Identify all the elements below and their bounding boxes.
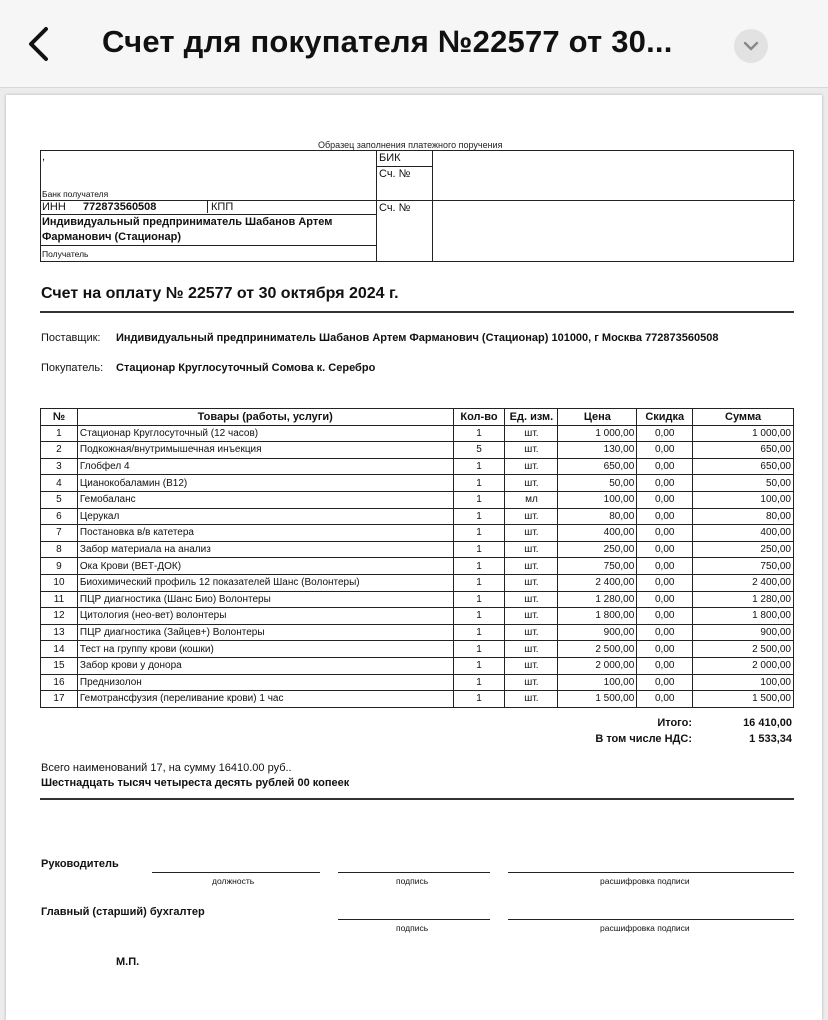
item-price: 50,00 [558,475,637,492]
item-sum: 900,00 [693,624,794,641]
col-header-num: № [41,409,78,426]
table-row [41,525,794,542]
item-discount: 0,00 [637,624,693,641]
chevron-down-icon [742,40,760,52]
row-num: 2 [41,442,78,459]
item-name: Стационар Круглосуточный (12 часов) [77,425,453,442]
item-price: 80,00 [558,508,637,525]
item-price: 750,00 [558,558,637,575]
col-header-qty: Кол-во [453,409,505,426]
row-num: 14 [41,641,78,658]
row-num: 4 [41,475,78,492]
item-qty: 1 [453,541,505,558]
item-qty: 5 [453,442,505,459]
item-qty: 1 [453,425,505,442]
item-sum: 750,00 [693,558,794,575]
supplier-value: Индивидуальный предприниматель Шабанов Артем Фарманович (Стационар) 101000, г Москва 772873560508 [116,332,719,344]
item-name: ПЦР диагностика (Зайцев+) Волонтеры [77,624,453,641]
item-sum: 1 800,00 [693,608,794,625]
item-qty: 1 [453,491,505,508]
table-row [41,442,794,459]
inn-label: ИНН [42,201,66,213]
row-num: 10 [41,574,78,591]
table-row [41,574,794,591]
row-num: 13 [41,624,78,641]
item-unit: шт. [505,574,558,591]
item-price: 650,00 [558,458,637,475]
back-button[interactable] [22,24,58,64]
item-name: Церукал [77,508,453,525]
item-price: 100,00 [558,674,637,691]
item-discount: 0,00 [637,508,693,525]
item-name: Глобфел 4 [77,458,453,475]
table-row [41,674,794,691]
item-price: 1 000,00 [558,425,637,442]
item-qty: 1 [453,525,505,542]
col-header-unit: Ед. изм. [505,409,558,426]
chevron-left-icon [22,24,58,64]
row-num: 6 [41,508,78,525]
table-row [41,458,794,475]
vat-value: 1 533,34 [749,733,792,745]
vat-label: В том числе НДС: [595,733,692,745]
item-discount: 0,00 [637,442,693,459]
item-discount: 0,00 [637,458,693,475]
item-unit: шт. [505,442,558,459]
recipient-label: Получатель [42,249,89,259]
row-num: 16 [41,674,78,691]
item-name: Цитология (нео-вет) волонтеры [77,608,453,625]
navigation-bar [0,0,828,88]
item-name: Биохимический профиль 12 показателей Шанс (Волонтеры) [77,574,453,591]
item-discount: 0,00 [637,608,693,625]
item-unit: шт. [505,657,558,674]
item-discount: 0,00 [637,475,693,492]
title-menu-button[interactable] [734,29,768,63]
item-unit: шт. [505,674,558,691]
item-qty: 1 [453,608,505,625]
divider [40,311,794,313]
row-num: 1 [41,425,78,442]
bank-name-placeholder: , [42,151,46,163]
item-discount: 0,00 [637,491,693,508]
item-sum: 1 500,00 [693,691,794,708]
row-num: 3 [41,458,78,475]
item-unit: шт. [505,558,558,575]
item-discount: 0,00 [637,591,693,608]
item-price: 1 500,00 [558,691,637,708]
item-unit: шт. [505,475,558,492]
decode-caption: расшифровка подписи [600,876,690,886]
item-price: 250,00 [558,541,637,558]
item-sum: 50,00 [693,475,794,492]
item-unit: шт. [505,641,558,658]
table-row [41,491,794,508]
bank-details-box [40,150,794,262]
row-num: 12 [41,608,78,625]
table-row [41,624,794,641]
item-price: 900,00 [558,624,637,641]
item-name: Подкожная/внутримышечная инъекция [77,442,453,459]
row-num: 9 [41,558,78,575]
item-discount: 0,00 [637,425,693,442]
item-unit: шт. [505,608,558,625]
item-qty: 1 [453,657,505,674]
item-sum: 100,00 [693,491,794,508]
kpp-label: КПП [211,201,234,213]
bik-label: БИК [379,152,401,164]
item-sum: 650,00 [693,458,794,475]
item-sum: 1 000,00 [693,425,794,442]
row-num: 7 [41,525,78,542]
recipient-name-line1: Индивидуальный предприниматель Шабанов Артем [42,216,333,228]
item-qty: 1 [453,458,505,475]
item-name: Ока Крови (ВЕТ-ДОК) [77,558,453,575]
sign-caption: подпись [396,876,429,886]
accountant-decode-line [508,919,794,920]
table-row [41,508,794,525]
head-label: Руководитель [41,858,119,870]
item-qty: 1 [453,475,505,492]
table-row [41,608,794,625]
item-name: Забор материала на анализ [77,541,453,558]
item-qty: 1 [453,674,505,691]
stamp-place: М.П. [116,956,140,968]
item-discount: 0,00 [637,558,693,575]
item-name: Забор крови у донора [77,657,453,674]
col-header-sum: Сумма [693,409,794,426]
position-line [152,872,320,873]
table-row [41,591,794,608]
invoice-title: Счет на оплату № 22577 от 30 октября 2024 г. [41,285,399,302]
col-header-price: Цена [558,409,637,426]
row-num: 15 [41,657,78,674]
row-num: 8 [41,541,78,558]
table-row [41,691,794,708]
table-header-row [41,409,794,426]
table-row [41,425,794,442]
item-price: 2 500,00 [558,641,637,658]
total-label: Итого: [657,717,692,729]
item-name: Гемобаланс [77,491,453,508]
table-row [41,558,794,575]
recipient-account-label: Сч. № [379,202,411,214]
item-price: 1 280,00 [558,591,637,608]
item-sum: 2 500,00 [693,641,794,658]
items-table [40,408,794,708]
sign-caption-2: подпись [396,923,429,933]
item-qty: 1 [453,508,505,525]
table-row [41,475,794,492]
row-num: 5 [41,491,78,508]
table-row [41,657,794,674]
item-price: 1 800,00 [558,608,637,625]
item-price: 130,00 [558,442,637,459]
item-sum: 2 400,00 [693,574,794,591]
item-discount: 0,00 [637,525,693,542]
item-name: Цианокобаламин (B12) [77,475,453,492]
item-name: ПЦР диагностика (Шанс Био) Волонтеры [77,591,453,608]
item-name: Тест на группу крови (кошки) [77,641,453,658]
account-label: Сч. № [379,168,411,180]
item-qty: 1 [453,558,505,575]
divider [40,798,794,800]
row-num: 11 [41,591,78,608]
item-qty: 1 [453,591,505,608]
item-price: 2 400,00 [558,574,637,591]
item-sum: 80,00 [693,508,794,525]
item-unit: шт. [505,691,558,708]
item-name: Постановка в/в катетера [77,525,453,542]
item-unit: шт. [505,541,558,558]
item-unit: шт. [505,591,558,608]
recipient-name-line2: Фарманович (Стационар) [42,231,182,243]
item-discount: 0,00 [637,574,693,591]
item-qty: 1 [453,691,505,708]
buyer-value: Стационар Круглосуточный Сомова к. Серебро [116,362,376,374]
accountant-label: Главный (старший) бухгалтер [41,906,205,918]
row-num: 17 [41,691,78,708]
col-header-discount: Скидка [637,409,693,426]
payment-sample-caption: Образец заполнения платежного поручения [318,140,503,150]
col-header-goods: Товары (работы, услуги) [77,409,453,426]
item-discount: 0,00 [637,641,693,658]
item-qty: 1 [453,641,505,658]
item-unit: шт. [505,425,558,442]
item-unit: шт. [505,624,558,641]
item-qty: 1 [453,624,505,641]
supplier-line [41,332,718,344]
item-discount: 0,00 [637,691,693,708]
item-price: 400,00 [558,525,637,542]
item-unit: шт. [505,525,558,542]
decode-caption-2: расшифровка подписи [600,923,690,933]
total-value: 16 410,00 [743,717,792,729]
position-caption: должность [212,876,255,886]
amount-in-words: Шестнадцать тысяч четыреста десять рублей 00 копеек [41,777,350,789]
document-page[interactable] [6,95,822,1020]
bank-recipient-label: Банк получателя [42,189,109,199]
item-discount: 0,00 [637,657,693,674]
item-name: Гемотрансфузия (переливание крови) 1 час [77,691,453,708]
totals-block [595,717,792,749]
item-price: 2 000,00 [558,657,637,674]
item-price: 100,00 [558,491,637,508]
buyer-label: Покупатель: [41,362,104,374]
table-row [41,641,794,658]
item-sum: 100,00 [693,674,794,691]
item-qty: 1 [453,574,505,591]
item-unit: шт. [505,508,558,525]
item-sum: 1 280,00 [693,591,794,608]
item-discount: 0,00 [637,541,693,558]
item-discount: 0,00 [637,674,693,691]
inn-value: 772873560508 [83,201,157,213]
item-unit: мл [505,491,558,508]
buyer-line [41,362,375,374]
item-name: Преднизолон [77,674,453,691]
accountant-sign-line [338,919,490,920]
item-sum: 400,00 [693,525,794,542]
page-title: Счет для покупателя №22577 от 30... [102,24,673,59]
supplier-label: Поставщик: [41,332,101,344]
item-sum: 250,00 [693,541,794,558]
head-decode-line [508,872,794,873]
head-sign-line [338,872,490,873]
item-unit: шт. [505,458,558,475]
item-sum: 2 000,00 [693,657,794,674]
table-row [41,541,794,558]
items-summary: Всего наименований 17, на сумму 16410.00 руб.. [41,762,292,774]
item-sum: 650,00 [693,442,794,459]
